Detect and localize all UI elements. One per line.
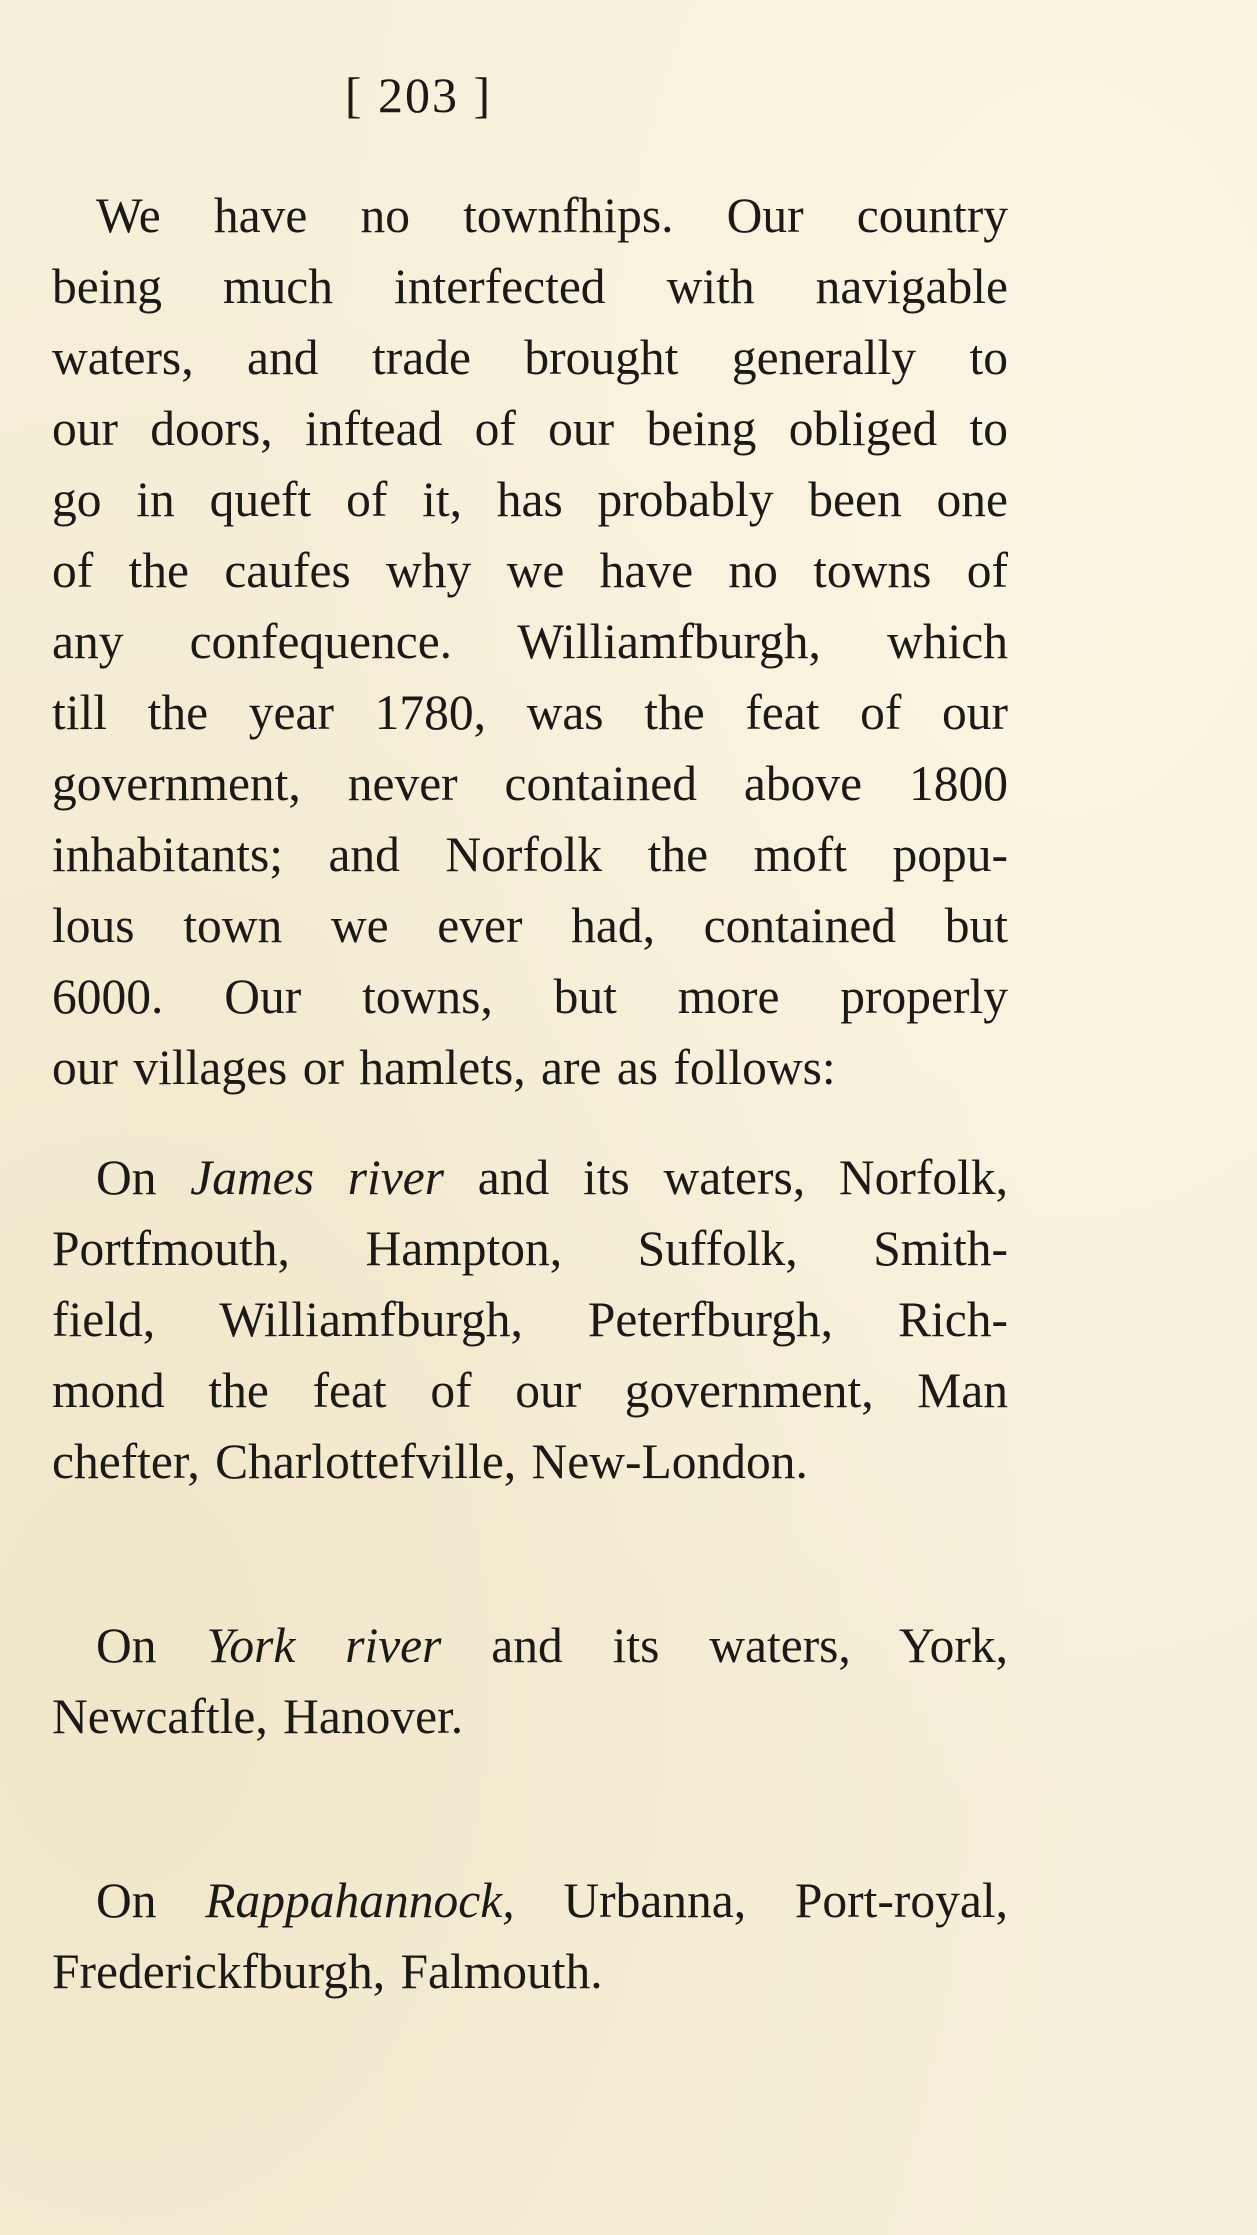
line-rest: Urbanna, Port-royal,: [514, 1873, 1008, 1928]
text-line: being much interfeсted with navigable: [52, 259, 1008, 314]
paragraph-york-river: [52, 1610, 1008, 1752]
paragraph-townships: [52, 180, 1008, 1103]
river-name: James river: [190, 1150, 444, 1205]
river-name: Rappahannock,: [205, 1873, 515, 1928]
text-line: waters, and trade brought generally to: [52, 330, 1008, 385]
text-line: [52, 1865, 1008, 1936]
text-line: chefter, Charlottefville, New-London.: [52, 1434, 808, 1489]
text-line: Frederickfburgh, Falmouth.: [52, 1944, 603, 1999]
text-line: Portfmouth, Hampton, Suffolk, Smith-: [52, 1221, 1008, 1276]
line-rest: and its waters, Norfolk,: [443, 1150, 1008, 1205]
text-line: mond the feat of our government, Man: [52, 1363, 1008, 1418]
line-rest: and its waters, York,: [441, 1618, 1008, 1673]
text-line: till the year 1780, was the feat of our: [52, 685, 1008, 740]
text-line: [52, 1142, 1008, 1213]
river-name: York river: [206, 1618, 442, 1673]
text-line: of the caufes why we have no towns of: [52, 543, 1008, 598]
paragraph-rappahannock: [52, 1865, 1008, 2007]
text-line: lous town we ever had, contained but: [52, 898, 1008, 953]
lead-text: On: [96, 1618, 207, 1673]
page-number: [ 203 ]: [344, 67, 493, 123]
paragraph-james-river: [52, 1142, 1008, 1497]
text-line: Newcaftle, Hanover.: [52, 1689, 464, 1744]
lead-text: On: [96, 1150, 191, 1205]
lead-text: On: [96, 1873, 206, 1928]
text-line: government, never contained above 1800: [52, 756, 1008, 811]
text-line: [52, 1610, 1008, 1681]
text-line: We have no townfhips. Our country: [96, 188, 1008, 243]
text-line: our villages or hamlets, are as follows:: [52, 1040, 836, 1095]
text-line: inhabitants; and Norfolk the moft popu-: [52, 827, 1008, 882]
text-line: 6000. Our towns, but more properly: [52, 969, 1008, 1024]
text-line: go in queft of it, has probably been one: [52, 472, 1008, 527]
text-line: our doors, inftead of our being obliged to: [52, 401, 1008, 456]
text-line: any confequence. Williamfburgh, which: [52, 614, 1008, 669]
text-line: field, Williamfburgh, Peterfburgh, Rich-: [52, 1292, 1008, 1347]
